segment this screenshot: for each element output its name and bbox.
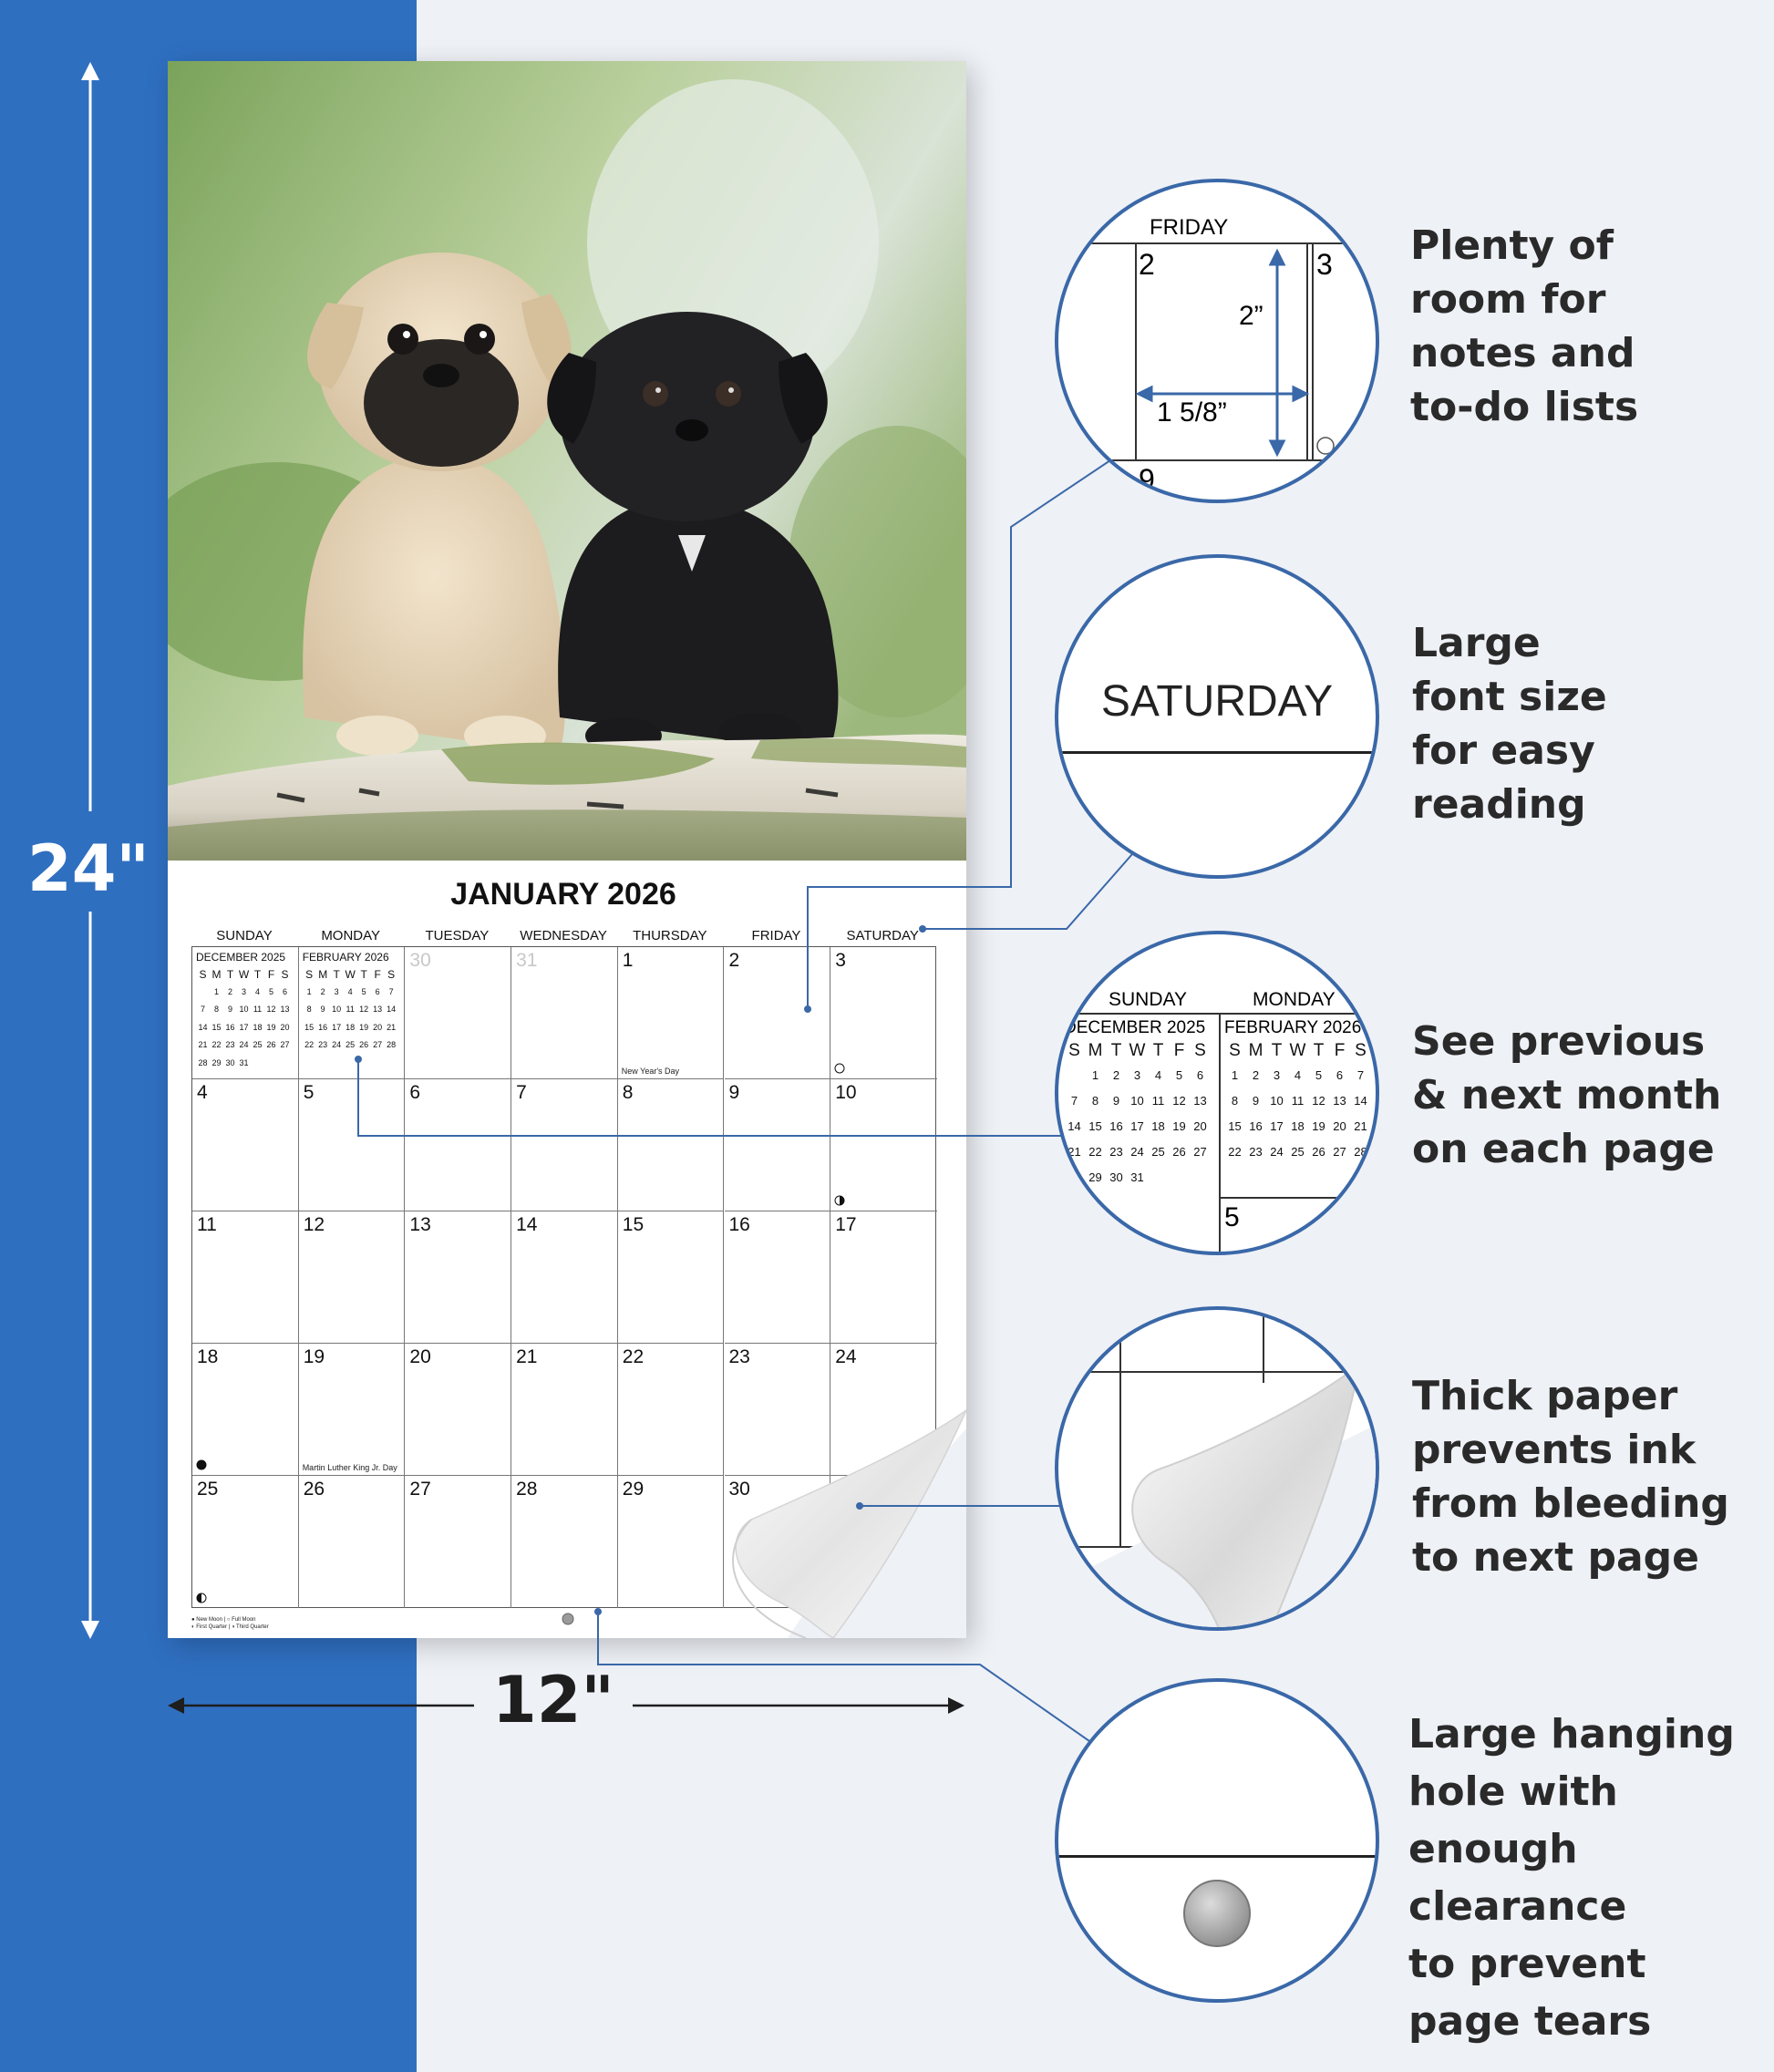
day-number: 16: [728, 1214, 750, 1235]
day-number: 8: [622, 1082, 634, 1103]
day-number: 2: [728, 950, 740, 971]
feature-line: on each page: [1412, 1126, 1715, 1172]
day-number: 3: [835, 950, 846, 971]
mini-day: 24: [1270, 1144, 1284, 1159]
paper-callout-circle: [1055, 1306, 1379, 1631]
mini-weekday: S: [1194, 1041, 1206, 1060]
row-line: [1055, 751, 1379, 754]
measure-arrows: [1058, 182, 1379, 503]
feature-line: & next month: [1412, 1072, 1722, 1118]
mini-day: 26: [359, 1040, 369, 1050]
mini-day: 12: [1312, 1093, 1325, 1108]
day-number: 24: [835, 1346, 857, 1367]
mini-day: 27: [1193, 1144, 1207, 1159]
day-number: 19: [303, 1346, 325, 1367]
day-number: 15: [622, 1214, 645, 1235]
day-number: 18: [197, 1346, 219, 1367]
mini-day: 7: [388, 986, 394, 996]
feature-line: See previous: [1412, 1018, 1706, 1065]
mini-day: 5: [1315, 1067, 1323, 1082]
day-number: 20: [409, 1346, 431, 1367]
mini-day: 10: [332, 1005, 342, 1015]
mini-prev-zoom: [1064, 1040, 1211, 1190]
row-line: [1219, 1197, 1379, 1199]
mini-day: 23: [1249, 1144, 1263, 1159]
mini-day: 9: [1112, 1093, 1120, 1108]
mini-day: 5: [361, 986, 366, 996]
mini-weekday: T: [333, 968, 340, 981]
width-measure: 1 5/8”: [1157, 397, 1227, 428]
mini-day: 7: [1356, 1067, 1365, 1082]
mini-day: 25: [253, 1040, 263, 1050]
mini-day: 16: [318, 1022, 328, 1032]
mini-day: 11: [1291, 1093, 1305, 1108]
day-number: 28: [516, 1479, 538, 1500]
mini-day: 13: [280, 1005, 290, 1015]
mini-day: 24: [332, 1040, 342, 1050]
day-number: 5: [303, 1082, 315, 1103]
mini-calendar-next: [1224, 1040, 1371, 1164]
mini-day: 17: [1130, 1118, 1144, 1133]
notes-feature-text: [1410, 219, 1638, 434]
mini-weekday: S: [1229, 1041, 1241, 1060]
mini-weekday: W: [1289, 1041, 1306, 1060]
day-number: 21: [516, 1346, 538, 1367]
feature-line: to prevent: [1408, 1941, 1646, 1987]
mini-day: 27: [1333, 1144, 1346, 1159]
mini-day: 27: [373, 1040, 383, 1050]
mini-day: 13: [1193, 1093, 1207, 1108]
mini-day: 31: [1130, 1170, 1144, 1184]
mini-day: 14: [1067, 1118, 1081, 1133]
height-label: 24": [27, 831, 150, 906]
months-callout-circle: [1055, 931, 1379, 1255]
mini-day: 31: [239, 1057, 249, 1067]
mini-day: 18: [1151, 1118, 1165, 1133]
mini-day: 12: [1172, 1093, 1186, 1108]
feature-line: prevents ink: [1412, 1427, 1697, 1473]
day-number: 26: [303, 1479, 325, 1500]
height-measure: 2”: [1239, 301, 1263, 331]
feature-line: Thick paper: [1412, 1373, 1678, 1419]
mini-day: 17: [332, 1022, 342, 1032]
saturday-sample: SATURDAY: [1100, 677, 1334, 726]
mini-day: 9: [320, 1005, 325, 1015]
mini-day: 18: [346, 1022, 356, 1032]
width-label: 12": [474, 1668, 633, 1732]
mini-day: 9: [227, 1005, 232, 1015]
weekday-label: SUNDAY: [216, 928, 273, 943]
mini-day: 20: [373, 1022, 383, 1032]
mini-day: 22: [304, 1040, 315, 1050]
weekday-label: FRIDAY: [751, 928, 801, 943]
mini-day: 23: [1109, 1144, 1123, 1159]
day-number: 9: [1139, 463, 1155, 496]
mini-day: 25: [1151, 1144, 1165, 1159]
prev-month-title: DECEMBER 2025: [1064, 1018, 1206, 1037]
mini-day: 3: [334, 986, 339, 996]
mini-day: 25: [1291, 1144, 1305, 1159]
holiday-label: New Year's Day: [621, 1067, 680, 1076]
feature-line: to-do lists: [1410, 384, 1639, 430]
feature-line: Large: [1412, 620, 1541, 666]
mini-day: 15: [211, 1022, 222, 1032]
mini-day: 29: [1088, 1170, 1102, 1184]
day-number: 22: [622, 1346, 645, 1367]
mini-calendar-prev: [1064, 1040, 1211, 1190]
mini-day: 2: [1112, 1067, 1120, 1082]
mini-weekday: W: [1129, 1041, 1146, 1060]
day-number: 25: [197, 1479, 219, 1500]
day-number: 7: [516, 1082, 527, 1103]
mini-calendar-title: FEBRUARY 2026: [302, 951, 389, 964]
day-number: 3: [1316, 248, 1333, 281]
mini-weekday: T: [1313, 1041, 1325, 1060]
mini-day: 6: [282, 986, 287, 996]
mini-day: 11: [1151, 1093, 1165, 1108]
day-number: 2: [1139, 248, 1155, 281]
mini-day: 28: [1067, 1170, 1081, 1184]
mini-day: 1: [1231, 1067, 1239, 1082]
font-callout-circle: [1055, 554, 1379, 879]
feature-line: notes and: [1410, 330, 1635, 376]
mini-day: 2: [320, 986, 325, 996]
mini-day: 8: [213, 1005, 219, 1015]
mini-day: 1: [213, 986, 219, 996]
mini-weekday: F: [1173, 1041, 1185, 1060]
mini-day: 20: [1333, 1118, 1346, 1133]
mini-day: 11: [346, 1005, 355, 1015]
mini-calendar-title: DECEMBER 2025: [196, 951, 286, 964]
legend-line: ● New Moon | ○ Full Moon: [191, 1617, 256, 1623]
weekday-label: SATURDAY: [846, 928, 919, 943]
mini-weekday: T: [360, 968, 367, 981]
mini-day: 19: [359, 1022, 369, 1032]
mini-next-zoom: [1224, 1040, 1371, 1164]
mini-day: 22: [1088, 1144, 1102, 1159]
mini-day: 30: [1109, 1170, 1123, 1184]
mini-weekday: T: [253, 968, 262, 981]
mini-day: 19: [1172, 1118, 1186, 1133]
day-number: 30: [728, 1479, 750, 1500]
mini-weekday: F: [267, 968, 275, 981]
mini-day: 14: [198, 1022, 208, 1032]
feature-line: font size: [1412, 674, 1607, 720]
day-number: 14: [516, 1214, 538, 1235]
mini-day: 15: [1088, 1118, 1102, 1133]
feature-line: room for: [1410, 276, 1606, 323]
mini-day: 28: [198, 1057, 208, 1067]
day-number: 10: [835, 1082, 857, 1103]
mini-weekday: F: [374, 968, 381, 981]
mini-day: 10: [1270, 1093, 1284, 1108]
mini-day: 24: [239, 1040, 249, 1050]
mini-weekday: S: [1068, 1041, 1080, 1060]
mini-weekday: M: [318, 968, 328, 981]
mini-day: 21: [1354, 1118, 1367, 1133]
mini-day: 1: [1091, 1067, 1099, 1082]
mini-day: 20: [1193, 1118, 1207, 1133]
mini-day: 7: [1070, 1093, 1078, 1108]
mini-weekday: S: [305, 968, 314, 981]
mini-day: 13: [1333, 1093, 1346, 1108]
mini-day: 19: [1312, 1118, 1325, 1133]
paper-feature-text: [1412, 1369, 1729, 1584]
mini-weekday: F: [1334, 1041, 1346, 1060]
mini-day: 18: [253, 1022, 263, 1032]
mini-weekday: T: [1110, 1041, 1122, 1060]
mini-day: 17: [1270, 1118, 1284, 1133]
mini-day: 11: [253, 1005, 263, 1015]
mini-weekday: W: [345, 968, 356, 981]
day-number: 17: [835, 1214, 857, 1235]
mini-day: 10: [239, 1005, 249, 1015]
mini-day: [1148, 1164, 1169, 1190]
mini-day: 4: [1294, 1067, 1302, 1082]
mini-weekday: T: [226, 968, 234, 981]
mini-day: 26: [1172, 1144, 1186, 1159]
weekday-label: MONDAY: [321, 928, 381, 943]
feature-line: from bleeding: [1412, 1480, 1729, 1527]
mini-day: 7: [200, 1005, 205, 1015]
feature-line: hole with: [1408, 1768, 1618, 1815]
mini-day: [1064, 1062, 1085, 1088]
mini-day: 30: [225, 1057, 235, 1067]
weekday-label: THURSDAY: [633, 928, 707, 943]
mini-day: 23: [225, 1040, 235, 1050]
mini-day: 12: [266, 1005, 276, 1015]
mini-day: 21: [1067, 1144, 1081, 1159]
mini-weekday: T: [1152, 1041, 1164, 1060]
sunday-label: SUNDAY: [1109, 989, 1187, 1010]
mini-day: 23: [318, 1040, 328, 1050]
legend-line: ◐ First Quarter | ◑ Third Quarter: [191, 1624, 269, 1630]
mini-day: 2: [227, 986, 232, 996]
mini-day: 16: [225, 1022, 235, 1032]
mini-weekday: S: [281, 968, 289, 981]
mini-day: 4: [1154, 1067, 1162, 1082]
mini-day: 14: [1354, 1093, 1367, 1108]
mini-day: 17: [239, 1022, 249, 1032]
day-number: 4: [197, 1082, 208, 1103]
day-number: 13: [409, 1214, 431, 1235]
feature-line: enough clearance: [1408, 1826, 1627, 1930]
mini-day: 21: [198, 1040, 208, 1050]
feature-line: page tears: [1408, 1998, 1652, 2045]
mini-day: 15: [1228, 1118, 1242, 1133]
notes-callout-circle: [1055, 179, 1379, 503]
mini-day: [1190, 1164, 1211, 1190]
mini-day: 6: [375, 986, 380, 996]
day-number: 9: [728, 1082, 740, 1103]
mini-weekday: S: [199, 968, 207, 981]
monday-label: MONDAY: [1253, 989, 1336, 1010]
mini-weekday: T: [1271, 1041, 1283, 1060]
mini-day: 4: [347, 986, 353, 996]
mini-day: 26: [266, 1040, 276, 1050]
mini-day: 6: [1196, 1067, 1204, 1082]
months-feature-text: [1412, 1015, 1721, 1176]
mini-day: 5: [268, 986, 273, 996]
hanging-hole-icon: [1058, 1682, 1379, 2003]
mini-day: 16: [1109, 1118, 1123, 1133]
font-feature-text: [1412, 616, 1607, 831]
mini-day: 1: [306, 986, 312, 996]
mini-day: 5: [1175, 1067, 1183, 1082]
mini-weekday: M: [1248, 1041, 1263, 1060]
day-number: 5: [1224, 1202, 1240, 1232]
mini-day: 22: [211, 1040, 222, 1050]
day-number: 30: [409, 950, 431, 971]
mini-day: 8: [306, 1005, 312, 1015]
mini-day: 16: [1249, 1118, 1263, 1133]
mini-day: 9: [1252, 1093, 1260, 1108]
mini-day: 3: [1273, 1067, 1281, 1082]
day-number: 11: [197, 1214, 217, 1235]
hole-feature-text: [1408, 1706, 1774, 2050]
mini-day: 18: [1291, 1118, 1305, 1133]
day-number: 23: [728, 1346, 750, 1367]
day-number: 27: [409, 1479, 431, 1500]
mini-day: [1169, 1164, 1190, 1190]
mini-day: 6: [1336, 1067, 1344, 1082]
mini-day: 13: [373, 1005, 383, 1015]
feature-line: for easy: [1412, 727, 1595, 774]
mini-day: 22: [1228, 1144, 1242, 1159]
next-month-title: FEBRUARY 2026: [1224, 1018, 1362, 1037]
mini-day: 8: [1091, 1093, 1099, 1108]
mini-day: 12: [359, 1005, 369, 1015]
mini-day: 27: [280, 1040, 290, 1050]
day-number: 6: [409, 1082, 421, 1103]
hole-callout-circle: [1055, 1678, 1379, 2003]
holiday-label: Martin Luther King Jr. Day: [302, 1463, 397, 1472]
mini-day: 8: [1231, 1093, 1239, 1108]
mini-day: 29: [211, 1057, 222, 1067]
mini-weekday: W: [238, 968, 250, 981]
mini-day: 25: [346, 1040, 356, 1050]
mini-day: 3: [241, 986, 246, 996]
day-number: 29: [622, 1479, 645, 1500]
mini-day: 20: [280, 1022, 290, 1032]
mini-day: 14: [387, 1005, 397, 1015]
calendar-month-title: JANUARY 2026: [450, 877, 676, 912]
mini-day: 3: [1133, 1067, 1141, 1082]
feature-line: to next page: [1412, 1534, 1700, 1581]
mini-day: 4: [254, 986, 260, 996]
mini-day: 19: [266, 1022, 276, 1032]
feature-line: Plenty of: [1410, 222, 1614, 269]
paper-curl-zoom: [1058, 1310, 1379, 1631]
mini-day: 2: [1252, 1067, 1260, 1082]
mini-weekday: S: [387, 968, 396, 981]
col-line: [1219, 1013, 1221, 1255]
weekday-label: WEDNESDAY: [520, 928, 607, 943]
feature-line: Large hanging: [1408, 1711, 1735, 1758]
friday-label: FRIDAY: [1150, 215, 1229, 240]
day-number: 1: [622, 950, 634, 971]
mini-day: 28: [1354, 1144, 1367, 1159]
mini-day: 10: [1130, 1093, 1144, 1108]
mini-weekday: M: [211, 968, 222, 981]
mini-weekday: M: [1088, 1041, 1103, 1060]
feature-line: reading: [1412, 781, 1586, 828]
day-number: 12: [303, 1214, 325, 1235]
mini-day: 28: [387, 1040, 397, 1050]
weekday-label: TUESDAY: [425, 928, 490, 943]
mini-day: 26: [1312, 1144, 1325, 1159]
mini-weekday: S: [1355, 1041, 1367, 1060]
day-number: 31: [516, 950, 538, 971]
mini-day: 15: [304, 1022, 315, 1032]
mini-day: 21: [387, 1022, 397, 1032]
mini-day: 24: [1130, 1144, 1144, 1159]
row-line: [1055, 1013, 1379, 1015]
